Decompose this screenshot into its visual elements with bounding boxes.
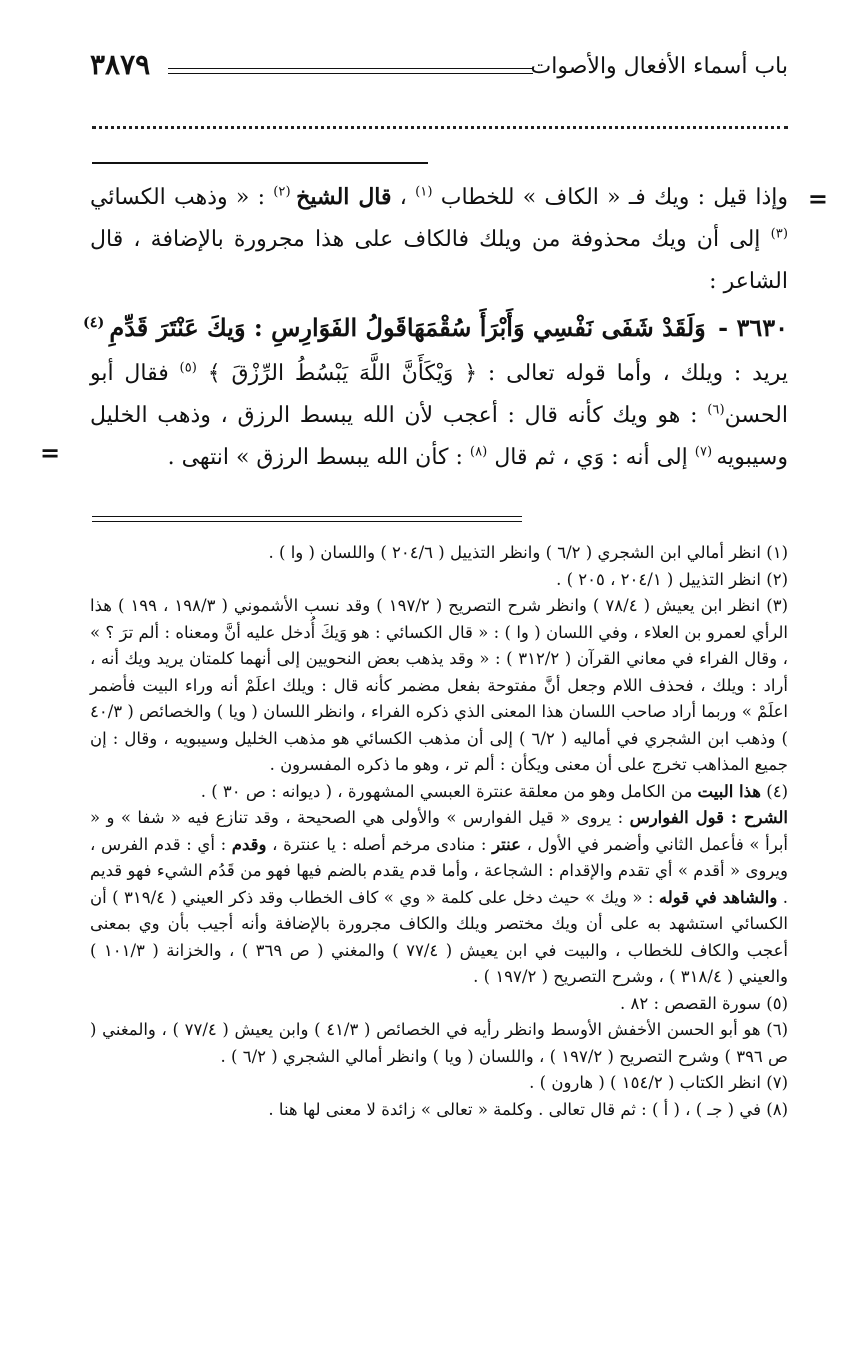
footnotes bbox=[90, 540, 788, 1123]
bold-sheikh: قال الشيخ bbox=[296, 184, 392, 210]
text-run: : « وذهب الكسائي bbox=[90, 185, 274, 210]
text-run: من الكامل وهو من معلقة عنترة العبسي المشهورة ، ( ديوانه : ص ٣٠ ) . bbox=[200, 781, 698, 801]
verse-first-hemistich bbox=[407, 305, 788, 351]
poetry-verse bbox=[82, 305, 788, 351]
bold-run: عنتر bbox=[492, 834, 521, 854]
footnote-ref-4: (٤) bbox=[82, 314, 110, 331]
page-number: ٣٨٧٩ bbox=[90, 48, 151, 81]
text-run: : أي : قدم الفرس ، ويروى « أقدم » أي تقدم والإقدام : الشجاعة ، وأما قدم يقدم بالضم فيها فهو من قَدُم الشيء فهو قديم . bbox=[90, 834, 788, 907]
short-separator bbox=[92, 162, 428, 164]
footnote-3: (٣) انظر ابن يعيش ( ٧٨/٤ ) وانظر شرح التصريح ( ١٩٧/٢ ) وقد نسب الأشموني ( ١٩٨/٣ ، ١٩٩ ) هذا الرأي لعمرو بن العلاء ، وفي اللسان ( وا ) : « قال الكسائي : هو وَيكَ أُدخل عليه أنَّ ومعناه : ألم ترَ ؟ » ، وقال الفراء في معاني القرآن ( ٣١٢/٢ ) : « وقد يذهب بعض النحويين إلى أنهما كلمتان يريد ويك أنه ، أراد : ويلك ، فحذف اللام وجعل أنَّ مفتوحة بفعل مضمر كأنه قال : ويلك اعلَمْ أنه وراء البيت فأضمر اعلَمْ » وربما أراد صاحب اللسان هذا المعنى الذي ذكره الفراء ، وانظر اللسان ( ويا ) والخصائص ( ٤٠/٣ ) وذهب ابن الشجري في أماليه ( ٦/٢ ) إلى أن مذهب الكسائي هو مذهب الخليل وسيبويه ، وقال : إن جميع المذاهب تخرج على أن معنى ويكأن : ألم تر ، وهو ما ذكره المفسرون . bbox=[90, 596, 789, 774]
main-text bbox=[82, 176, 789, 479]
footnote-ref-8: (٨) bbox=[469, 444, 488, 460]
footnote-ref-5: (٥) bbox=[179, 360, 197, 376]
footnote-1: (١) انظر أمالي ابن الشجري ( ٦/٢ ) وانظر التذييل ( ٢٠٤/٦ ) واللسان ( وا ) . bbox=[268, 543, 788, 562]
footnote-2: (٢) انظر التذييل ( ٢٠٤/١ ، ٢٠٥ ) . bbox=[556, 569, 788, 589]
footnote-ref-6: (٦) bbox=[707, 402, 725, 418]
footnote-ref-7: (٧) bbox=[694, 444, 717, 460]
verse-second-text: قَولُ الفَوَارِسِ : وَيكَ عَنْتَرَ قَدِّمِ bbox=[109, 313, 407, 342]
verse-number: ٣٦٣٠ - bbox=[718, 313, 788, 342]
continuation-mark-left: = bbox=[40, 438, 61, 467]
running-header bbox=[90, 50, 788, 90]
paragraph-1 bbox=[90, 176, 788, 303]
text-run: : هو ويك كأنه قال : أعجب لأن الله يبسط الرزق ، وذهب الخليل وسيبويه bbox=[90, 403, 788, 470]
footnote-ref-3: (٣) bbox=[770, 226, 788, 242]
footnote-8: (٨) في ( جـ ) ، ( أ ) : ثم قال تعالى . وكلمة « تعالى » زائدة لا معنى لها هنا . bbox=[268, 1099, 788, 1119]
text-run: : كأن الله يبسط الرزق » انتهى . bbox=[167, 445, 470, 470]
footnote-5: (٥) سورة القصص : ٨٢ . bbox=[620, 993, 788, 1013]
text-run: يريد : ويلك ، وأما قوله تعالى : ﴿ وَيْكَأَنَّ اللَّهَ يَبْسُطُ الرِّزْقَ ﴾ bbox=[196, 361, 789, 386]
chapter-title: باب أسماء الأفعال والأصوات bbox=[530, 54, 788, 79]
text-run: ، bbox=[391, 185, 416, 210]
verse-first-text: وَلَقَدْ شَفَى نَفْسِي وَأَبْرَأَ سُقْمَهَا bbox=[406, 313, 706, 342]
footnote-separator bbox=[92, 516, 522, 522]
text-run: (٤) bbox=[761, 781, 788, 801]
bold-run: هذا البيت bbox=[697, 781, 761, 801]
text-run: إلى أن ويك محذوفة من ويلك فالكاف على هذا مجرورة بالإضافة ، قال الشاعر : bbox=[90, 227, 788, 294]
bold-run: وقدم bbox=[231, 834, 267, 854]
dotted-separator bbox=[92, 126, 788, 129]
text-run: فقال أبو الحسن bbox=[90, 361, 788, 428]
header-rule bbox=[168, 68, 533, 74]
bold-run: والشاهد في قوله bbox=[658, 887, 778, 907]
footnote-4 bbox=[90, 779, 788, 991]
text-run: وإذا قيل : ويك فـ « الكاف » للخطاب bbox=[432, 185, 788, 210]
text-run: : منادى مرخم أصله : يا عنترة ، bbox=[266, 834, 493, 854]
continuation-mark-right: = bbox=[807, 184, 828, 213]
verse-second-hemistich bbox=[83, 305, 407, 351]
bold-run: الشرح : قول الفوارس bbox=[629, 808, 788, 827]
text-run: : يروى « قيل الفوارس » والأولى هي الصحيحة ، وقد تنازع فيه « شفا » و « أبرأ » فأعمل الثاني وأضمر في الأول ، bbox=[90, 808, 788, 854]
footnote-ref-2: (٢) bbox=[273, 184, 297, 200]
footnote-7: (٧) انظر الكتاب ( ١٥٤/٢ ) ( هارون ) . bbox=[529, 1073, 788, 1092]
footnote-6: (٦) هو أبو الحسن الأخفش الأوسط وانظر رأيه في الخصائص ( ٤١/٣ ) وابن يعيش ( ٧٧/٤ ) ، والمغني ( ص ٣٩٦ ) وشرح التصريح ( ١٩٧/٢ ) ، واللسان ( ويا ) وانظر أمالي الشجري ( ٦/٢ ) . bbox=[90, 1020, 788, 1066]
paragraph-2 bbox=[90, 353, 788, 479]
footnote-ref-1: (١) bbox=[415, 184, 433, 200]
text-run: إلى أنه : وَي ، ثم قال bbox=[487, 445, 695, 470]
text-run: : « ويك » حيث دخل على كلمة « وي » كاف الخطاب وقد ذكر العيني ( ٣١٩/٤ ) أن الكسائي استشهد به على أن ويك مختصر ويلك والكاف مجرورة بالإضافة وأنه أجيب بأن وي بمعنى أعجب والكاف للخطاب ، والبيت في ابن يعيش ( ٧٧/٤ ) والمغني ( ص ٣٦٩ ) ، والخزانة ( ١٠١/٣ ) والعيني ( ٣١٨/٤ ) ، وشرح التصريح ( ١٩٧/٢ ) . bbox=[90, 887, 789, 986]
